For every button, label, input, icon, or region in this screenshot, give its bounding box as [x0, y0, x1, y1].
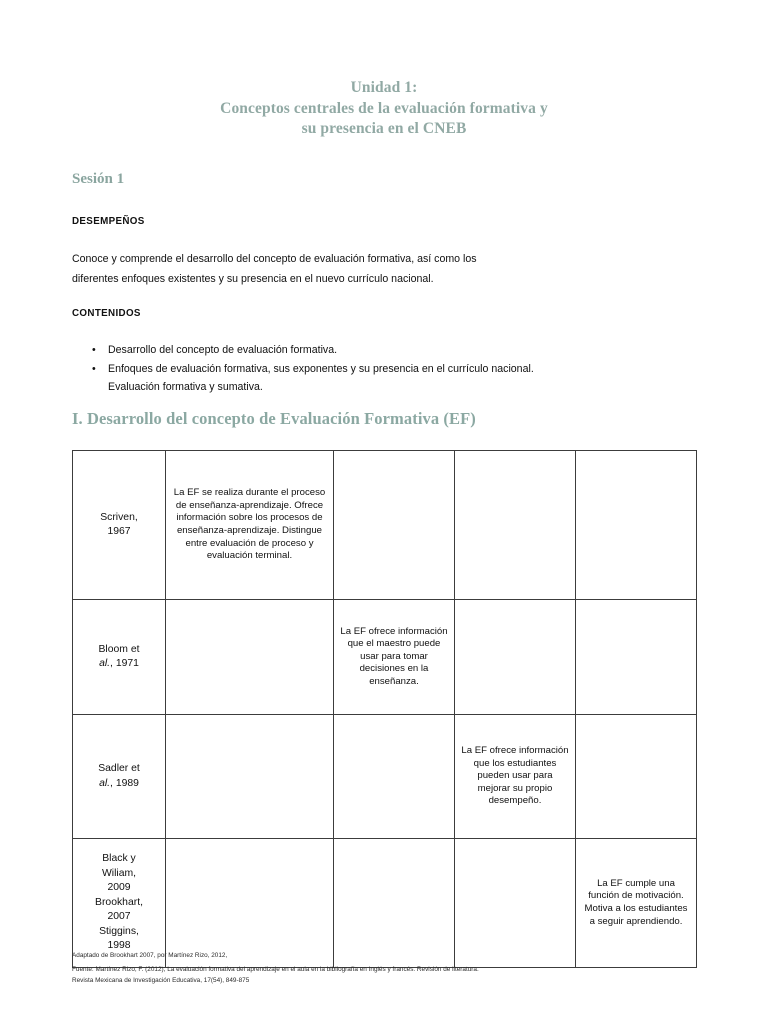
table-cell-col2 [166, 715, 334, 839]
desempenos-paragraph [72, 249, 696, 289]
title-line-1: Unidad 1: [350, 79, 418, 96]
footnote-line-1: Adaptado de Brookhart 2007, por Martínez Rizo, 2012, [72, 952, 228, 959]
table-row [73, 715, 697, 839]
bullet-icon: • [92, 344, 96, 356]
author-line: 1998 [107, 940, 131, 952]
ef-concept-table [72, 450, 697, 968]
list-item-label: Desarrollo del concepto de evaluación formativa. [108, 344, 338, 356]
table-cell-author [73, 600, 166, 715]
list-item [72, 360, 696, 397]
table-cell-col2 [166, 600, 334, 715]
list-item-label: Enfoques de evaluación formativa, sus exponentes y su presencia en el currículo nacional. [108, 362, 534, 375]
table-cell-col4 [455, 600, 576, 715]
session-heading: Sesión 1 [72, 171, 125, 187]
table-cell-col3: La EF ofrece información que el maestro puede usar para tomar decisiones en la enseñanza. [334, 600, 455, 715]
author-year: , 1971 [110, 658, 139, 669]
author-line: Wiliam, [101, 867, 137, 879]
table-cell-col4 [455, 451, 576, 600]
author-line: Stiggins, [99, 925, 139, 937]
desempenos-label: DESEMPEÑOS [72, 216, 145, 227]
table-row [73, 600, 697, 715]
list-item-continuation: Evaluación formativa y sumativa. [108, 381, 263, 393]
author-line: Sadler et [98, 763, 140, 774]
table-cell-author [73, 715, 166, 839]
table-cell-author [73, 451, 166, 600]
title-line-3: su presencia en el CNEB [301, 120, 467, 137]
desempenos-paragraph-line-1: Conoce y comprende el desarrollo del concepto de evaluación formativa, así como los [72, 253, 477, 265]
table-cell-col3 [334, 839, 455, 968]
footnote-line-2: Fuente: Martínez Rizo, F. (2012), La evaluación formativa del aprendizaje en el aula en la bibliografía en Inglés y francés. Revisión de literatura. [72, 966, 479, 974]
author-year: , 1989 [110, 777, 139, 789]
title-line-2: Conceptos centrales de la evaluación formativa y [220, 99, 548, 117]
author-line: 1967 [107, 526, 131, 537]
bullet-icon: • [92, 362, 96, 375]
table-cell-col5 [576, 600, 697, 715]
footnote-line-3: Revista Mexicana de Investigación Educativa, 17(54), 849-875 [72, 977, 250, 985]
table-cell-col3 [334, 715, 455, 839]
table-cell-col2: La EF se realiza durante el proceso de enseñanza-aprendizaje. Ofrece información sobre los procesos de enseñanza-aprendizaje. Distingue entre evaluación de proceso y evaluación terminal. [166, 451, 334, 600]
table-cell-col5 [576, 451, 697, 600]
section-heading-ef: I. Desarrollo del concepto de Evaluación Formativa (EF) [72, 409, 476, 428]
contenidos-list [72, 341, 696, 397]
author-line: 2009 [107, 882, 131, 894]
table-cell-author [73, 839, 166, 968]
table-cell-col5 [576, 715, 697, 839]
table-cell-col4 [455, 839, 576, 968]
author-line [78, 657, 160, 672]
author-line: Brookhart, [95, 896, 143, 908]
table-source-note [72, 950, 696, 987]
table-cell-col3 [334, 451, 455, 600]
author-line: Black y [102, 853, 136, 865]
author-line: Scriven, [100, 511, 138, 523]
table-cell-col4: La EF ofrece información que los estudiantes pueden usar para mejorar su propio desempeño. [455, 715, 576, 839]
author-italic: al. [99, 777, 111, 789]
table-row [73, 451, 697, 600]
desempenos-paragraph-line-2: diferentes enfoques existentes y su presencia en el nuevo currículo nacional. [72, 273, 434, 285]
table-cell-col2 [166, 839, 334, 968]
author-line: Bloom et [98, 643, 140, 655]
table-row [73, 839, 697, 968]
author-line [78, 777, 160, 792]
contenidos-label: CONTENIDOS [72, 308, 141, 319]
list-item [72, 341, 696, 360]
author-italic: al. [99, 658, 111, 669]
table-cell-col5: La EF cumple una función de motivación. Motiva a los estudiantes a seguir aprendiendo. [576, 839, 697, 968]
page-title [72, 78, 696, 140]
author-line: 2007 [107, 911, 131, 923]
